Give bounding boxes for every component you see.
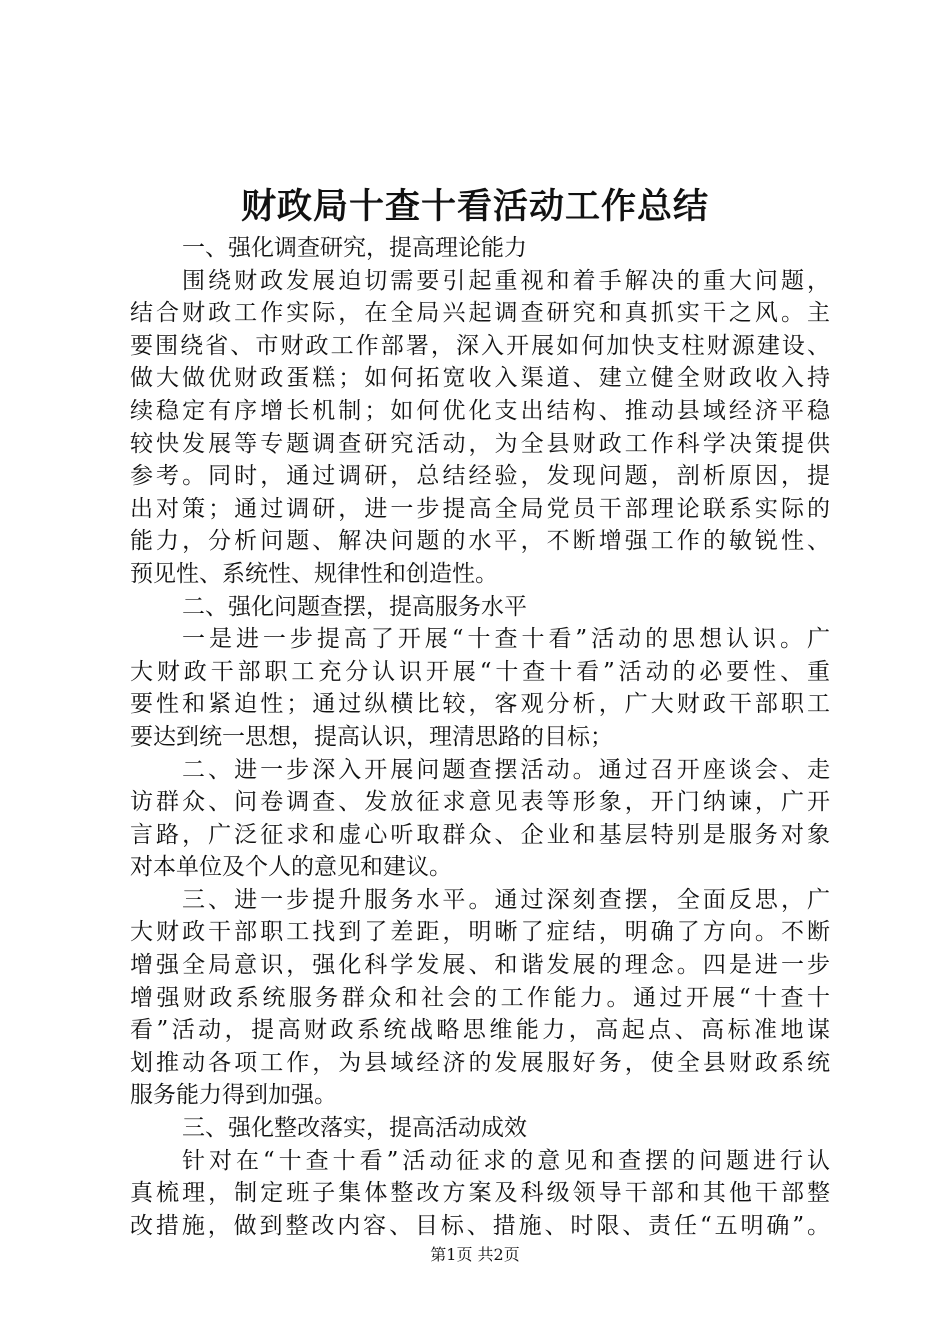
paragraph-line: 改措施，做到整改内容、目标、措施、时限、责任“五明确”。 (130, 1212, 830, 1239)
paragraph-line: 服务能力得到加强。 (130, 1082, 337, 1109)
paragraph-line: 三、进一步提升服务水平。通过深刻查摆，全面反思，广 (182, 886, 830, 913)
paragraph-line: 大财政干部职工找到了差距，明晰了症结，明确了方向。不断 (130, 919, 830, 946)
paragraph-line: 较快发展等专题调查研究活动，为全县财政工作科学决策提供 (130, 430, 830, 457)
paragraph-line: 做大做优财政蛋糕；如何拓宽收入渠道、建立健全财政收入持 (130, 365, 830, 392)
paragraph-line: 二、进一步深入开展问题查摆活动。通过召开座谈会、走 (182, 756, 830, 783)
paragraph-line: 访群众、问卷调查、发放征求意见表等形象，开门纳谏，广开 (130, 789, 830, 816)
paragraph-line: 能力，分析问题、解决问题的水平，不断增强工作的敏锐性、 (130, 528, 830, 555)
document-title: 财政局十查十看活动工作总结 (240, 186, 709, 227)
paragraph-line: 增强财政系统服务群众和社会的工作能力。通过开展“十查十 (130, 984, 830, 1011)
paragraph-line: 要性和紧迫性；通过纵横比较，客观分析，广大财政干部职工 (130, 691, 830, 718)
paragraph-line: 增强全局意识，强化科学发展、和谐发展的理念。四是进一步 (130, 952, 830, 979)
paragraph-line: 结合财政工作实际，在全局兴起调查研究和真抓实干之风。主 (130, 300, 830, 327)
page-footer: 第1页 共2页 (430, 1245, 520, 1264)
paragraph-line: 预见性、系统性、规律性和创造性。 (130, 560, 498, 587)
paragraph-line: 大财政干部职工充分认识开展“十查十看”活动的必要性、重 (130, 658, 830, 685)
paragraph-line: 要围绕省、市财政工作部署，深入开展如何加快支柱财源建设、 (130, 332, 830, 359)
paragraph-line: 真梳理，制定班子集体整改方案及科级领导干部和其他干部整 (130, 1180, 830, 1207)
paragraph-line: 一是进一步提高了开展“十查十看”活动的思想认识。广 (182, 626, 830, 653)
section-heading: 一、强化调查研究，提高理论能力 (182, 235, 527, 261)
paragraph-line: 言路，广泛征求和虚心听取群众、企业和基层特别是服务对象 (130, 821, 830, 848)
paragraph-line: 续稳定有序增长机制；如何优化支出结构、推动县域经济平稳 (130, 397, 830, 424)
paragraph-line: 对本单位及个人的意见和建议。 (130, 854, 452, 881)
paragraph-line: 要达到统一思想，提高认识，理清思路的目标； (130, 723, 613, 750)
paragraph-line: 看”活动，提高财政系统战略思维能力，高起点、高标准地谋 (130, 1017, 830, 1044)
paragraph-line: 出对策；通过调研，进一步提高全局党员干部理论联系实际的 (130, 495, 830, 522)
paragraph-line: 划推动各项工作，为县域经济的发展服好务，使全县财政系统 (130, 1049, 830, 1076)
paragraph-line: 围绕财政发展迫切需要引起重视和着手解决的重大问题， (182, 267, 830, 294)
section-heading: 二、强化问题查摆，提高服务水平 (182, 593, 527, 620)
paragraph-line: 针对在“十查十看”活动征求的意见和查摆的问题进行认 (182, 1147, 830, 1174)
paragraph-line: 参考。同时，通过调研，总结经验，发现问题，剖析原因，提 (130, 463, 830, 490)
section-heading: 三、强化整改落实，提高活动成效 (182, 1115, 527, 1142)
document-body (130, 232, 830, 1242)
